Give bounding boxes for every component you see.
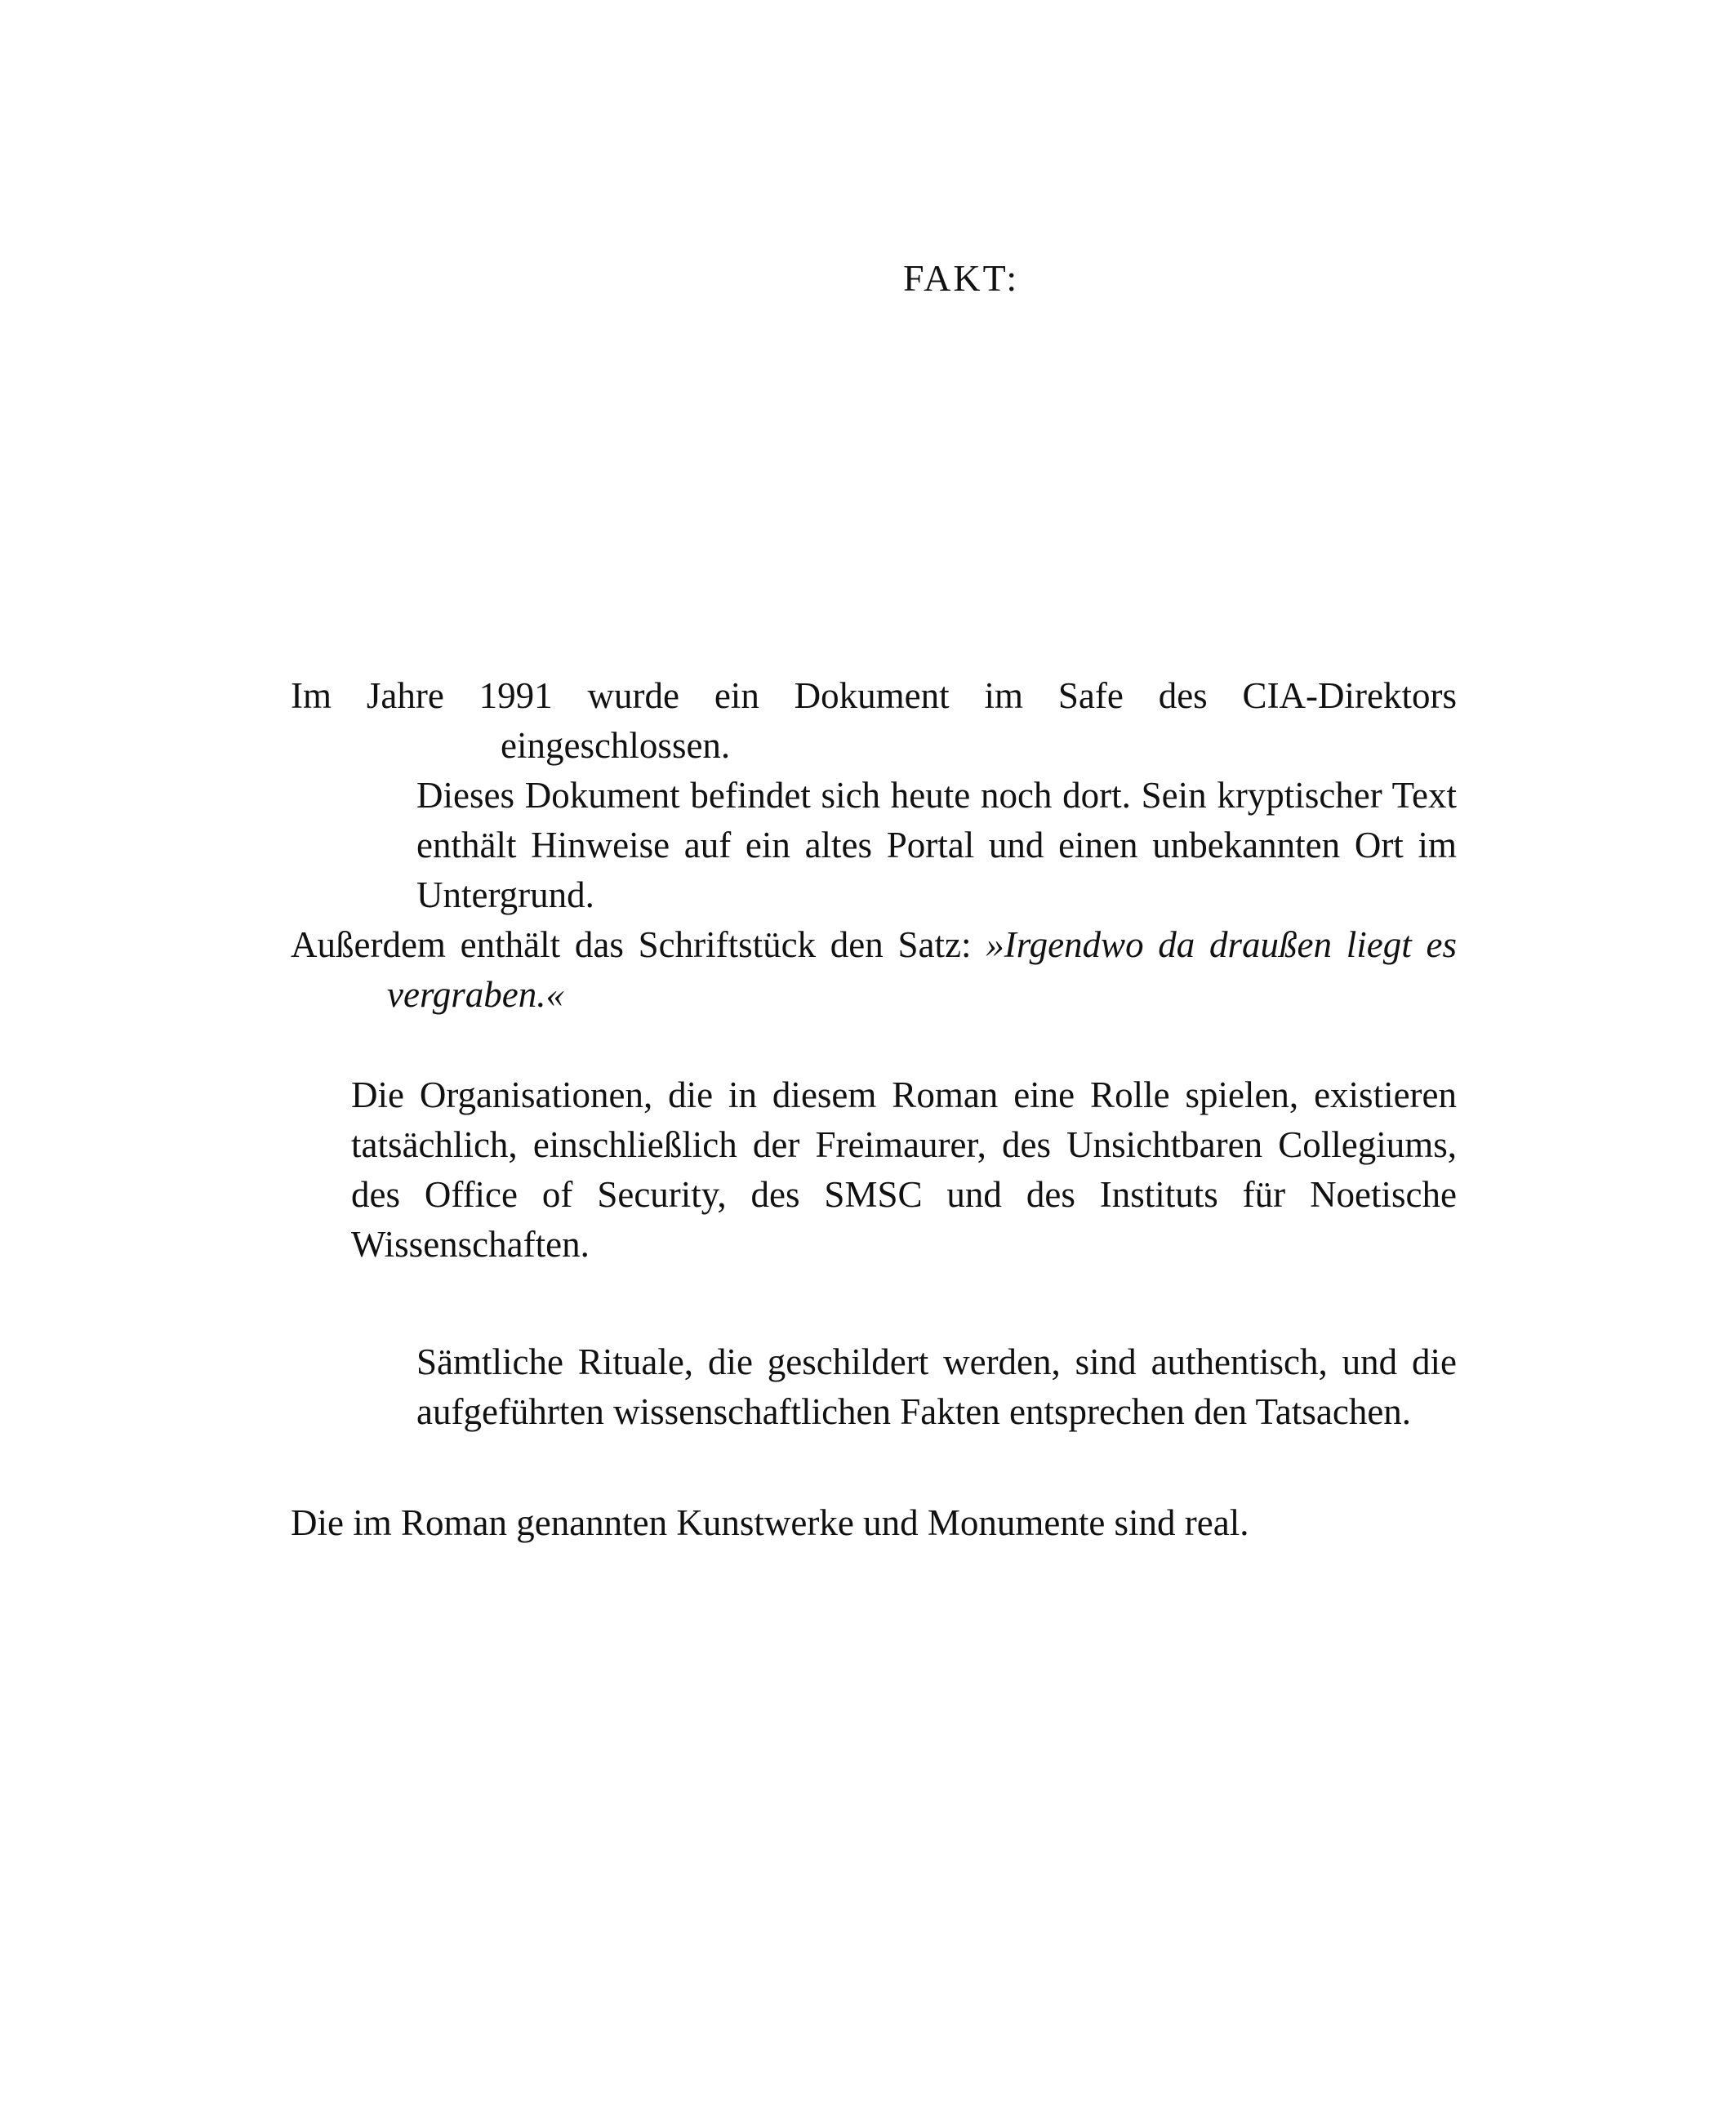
paragraph-line: Im Jahre 1991 wurde ein Dokument im Safe des CIA-Direktors: [291, 675, 1457, 716]
quote-prefix: Außerdem enthält das Schriftstück den Satz:: [291, 924, 986, 965]
paragraph-cia-document: [291, 671, 1457, 771]
paragraph-line: eingeschlossen.: [501, 725, 731, 766]
paragraph-line: [291, 970, 1457, 1020]
paragraph-rituals: Sämtliche Rituale, die geschildert werden, sind authentisch, und die aufgeführten wissenschaftlichen Fakten entsprechen den Tatsachen.: [416, 1341, 1457, 1432]
paragraph-line: [291, 920, 1457, 970]
paragraph-artworks: Die im Roman genannten Kunstwerke und Monumente sind real.: [291, 1502, 1249, 1543]
paragraph-quote: [291, 920, 1457, 1020]
page-title: FAKT:: [903, 257, 1020, 299]
paragraph-organisations: Die Organisationen, die in diesem Roman eine Rolle spielen, existieren tatsächlich, einschließlich der Freimaurer, des Unsichtbaren Collegiums, des Office of Security, des SMSC und des Instituts für Noetische Wissenschaften.: [351, 1074, 1457, 1265]
quote-text: »Irgendwo da draußen liegt es: [986, 924, 1457, 965]
quote-text-continued: vergraben.«: [387, 974, 565, 1015]
paragraph-document-location: Dieses Dokument befindet sich heute noch dort. Sein kryptischer Text enthält Hinweise auf ein altes Portal und einen unbekannten Ort im Untergrund.: [416, 775, 1457, 915]
